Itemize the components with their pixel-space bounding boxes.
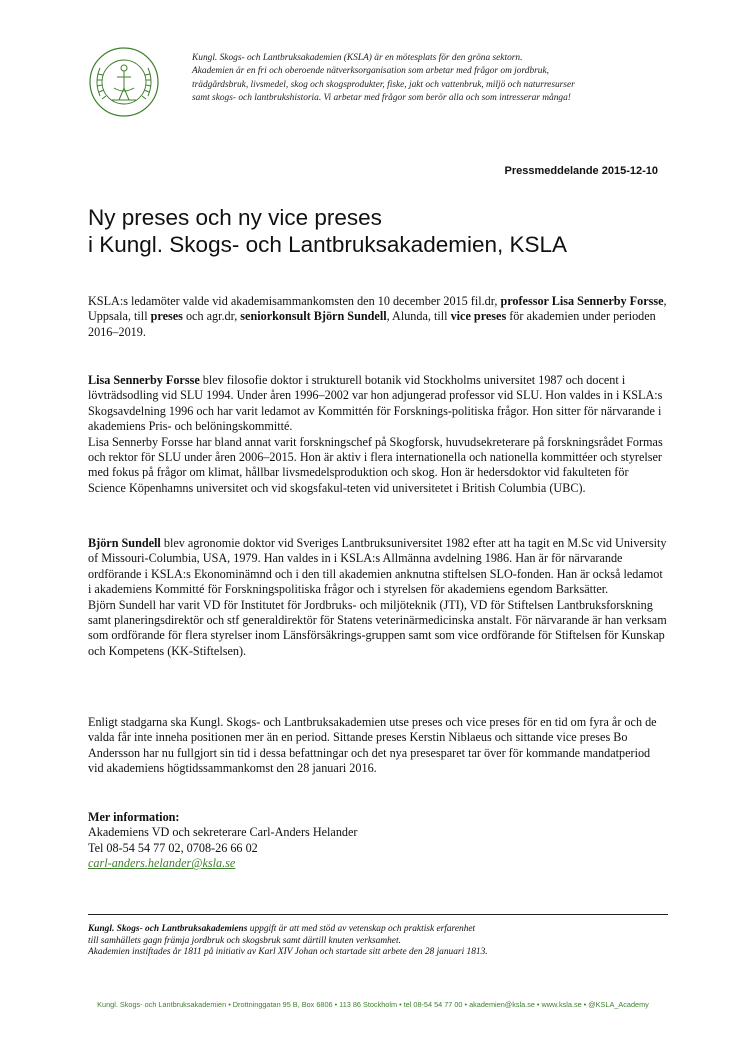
intro-line: samt skogs- och lantbrukshistoria. Vi arbetar med frågor som berör alla och som intresserar många! (192, 93, 571, 104)
lede-text: och agr.dr, (182, 309, 241, 324)
info-phone: Tel 08-54 54 77 02, 0708-26 66 02 (88, 840, 258, 855)
intro-line: Kungl. Skogs- och Lantbruksakademien (KSLA) är en mötesplats för den gröna sektorn. (192, 53, 523, 63)
lede-bold: preses (150, 309, 183, 324)
lede-paragraph (88, 294, 668, 340)
press-release-date: Pressmeddelande 2015-12-10 (504, 165, 658, 177)
academy-intro (192, 52, 692, 106)
bjorn-bio-p1: blev agronomie doktor vid Sveriges Lantbruksuniversitet 1982 efter att ha tagit en M.Sc vid University of Missouri-Columbia, USA, 1979. Han valdes in i KSLA:s Allmänna avdelning 1986. Han är för närvarande ordförande i KSLA:s Ekonominämnd och i den till akademien anknutna stiftelsen SLO-fonden. Han är också ledamot i akademiens Kommitté för Forskningspolitiska frågor och i styrelsen för akademiens egendom Barksätter. (88, 536, 667, 597)
footer-line-2: till samhällets gagn främja jordbruk och skogsbruk samt därtill knuten verksamhet. (88, 935, 401, 946)
intro-line: trädgårdsbruk, livsmedel, skog och skogsprodukter, fiske, jakt och vattenbruk, miljö och naturresurser (192, 79, 575, 90)
lede-bold: professor Lisa Sennerby Forsse (500, 294, 664, 308)
info-heading: Mer information: (88, 810, 180, 824)
lisa-name: Lisa Sennerby Forsse (88, 373, 200, 387)
lede-bold: seniorkonsult Björn Sundell (240, 309, 387, 324)
footer-line-3: Akademien instiftades år 1811 på initiativ av Karl XIV Johan och startade sitt arbete den 28 januari 1813. (88, 947, 488, 958)
lisa-bio-p2: Lisa Sennerby Forsse har bland annat varit forskningschef på Skogforsk, huvudsekreterare på forskningsrådet Formas och rektor för SLU under åren 2006–2015. Hon är aktiv i flera internationella och nationella kommittéer och styrelser med fokus på frågor om klimat, hållbar livsmedelsproduktion och skog. Hon är hedersdoktor vid fakulteten för Science Köpenhamns universitet och vid skogsfakul-teten vid universitetet i British Columbia (UBC). (88, 434, 663, 495)
statutes-text: Enligt stadgarna ska Kungl. Skogs- och Lantbruksakademien utse preses och vice preses för en tid om fyra år och de valda får inte inneha positionen mer än en period. Sittande preses Kerstin Niblaeus och sittande vice preses Bo Andersson har nu fullgjort sin tid i dessa befattningar och det nya presesparet tar över för kommande mandatperiod vid akademiens högtidssammankomst den 28 januari 2016. (88, 715, 657, 776)
info-contact-person: Akademiens VD och sekreterare Carl-Anders Helander (88, 825, 358, 840)
ksla-seal-icon (86, 44, 162, 120)
page-title (88, 204, 688, 258)
lede-text: KSLA:s ledamöter valde vid akademisammankomsten den 10 december 2015 fil.dr, (88, 294, 501, 308)
bjorn-name: Björn Sundell (88, 536, 161, 550)
bjorn-bio-p2: Björn Sundell har varit VD för Institutet för Jordbruks- och miljöteknik (JTI), VD för Stiftelsen Lantbruksforskning samt planeringsdirektör och stf generaldirektör för Statens veterinärmedicinska anstalt. För närvarande är han verksam som ordförande för flera styrelser inom Länsförsäkrings-gruppen samt som vice ordförande för Stiftelsen för Kunskap och Kompetens (KK-Stiftelsen). (88, 597, 667, 658)
footer-line-1: uppgift är att med stöd av vetenskap och praktisk erfarenhet (247, 924, 476, 934)
statutes-paragraph (88, 715, 668, 777)
bjorn-bio (88, 536, 668, 659)
footer-divider (88, 914, 668, 915)
lede-text: , Alunda, till (386, 309, 451, 324)
lede-text: , Uppsala, till (88, 294, 667, 324)
intro-line: Akademien är en fri och oberoende nätverksorganisation som arbetar med frågor om jordbruk, (192, 66, 549, 77)
footer-note (88, 924, 668, 959)
footer-org: Kungl. Skogs- och Lantbruksakademiens (88, 924, 248, 934)
lede-text: för akademien under perioden 2016–2019. (88, 309, 656, 339)
contact-line: Kungl. Skogs- och Lantbruksakademien • Drottninggatan 95 B, Box 6806 • 113 86 Stockholm • tel 08-54 54 77 00 • akademien@ksla.se • www.ksla.se • @KSLA_Academy (97, 1000, 649, 1009)
lisa-bio (88, 373, 668, 496)
title-line-2: i Kungl. Skogs- och Lantbruksakademien, KSLA (88, 232, 568, 257)
lisa-bio-p1: blev filosofie doktor i strukturell botanik vid Stockholms universitet 1987 och docent i lövträdsodling vid SLU 1994. Under åren 1996–2002 var hon adjungerad professor vid SLU. Hon valdes in i KSLA:s Skogsavdelning 1996 och har varit ledamot av Kommittén för Forsknings-politiska frågor. Hon sitter för närvarande i akademiens Pris- och belöningskommitté. (88, 373, 663, 434)
info-email-link[interactable]: carl-anders.helander@ksla.se (88, 856, 236, 871)
more-information (88, 810, 668, 872)
title-line-1: Ny preses och ny vice preses (88, 205, 382, 230)
lede-bold: vice preses (450, 309, 507, 324)
